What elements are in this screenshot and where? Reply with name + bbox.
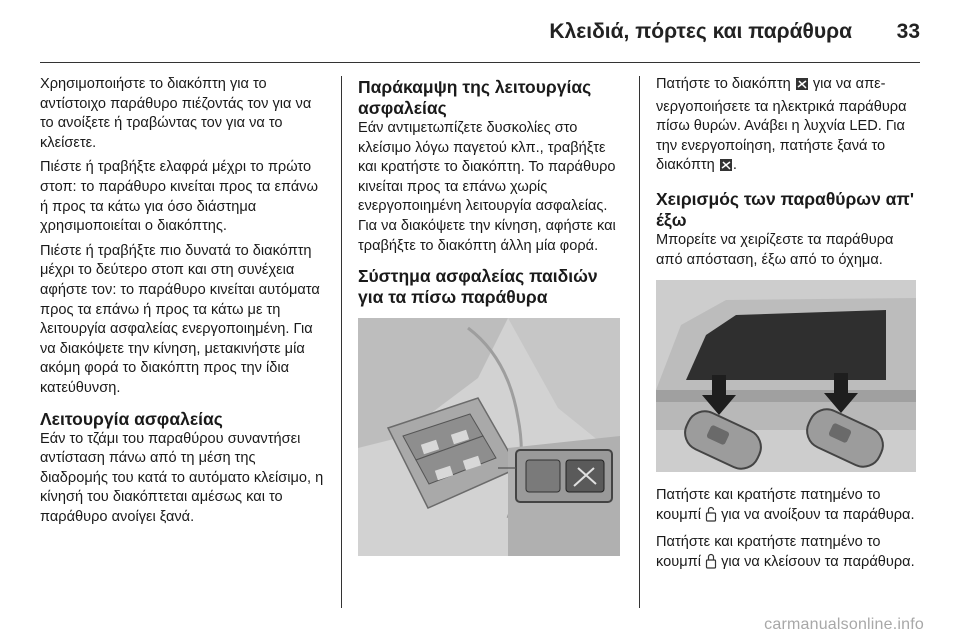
page-header	[0, 0, 960, 62]
heading-child-safety: Σύστημα ασφαλείας παιδιών για τα πίσω παράθυρα	[358, 266, 598, 308]
unlock-icon	[705, 506, 717, 529]
car-and-keys-drawing	[656, 280, 916, 472]
child-lock-window-icon	[719, 158, 733, 179]
paragraph-second-stop: Πιέστε ή τραβήξτε πιο δυνατά το διακόπτη μέχρι το δεύτερο στοπ και στη συνέχεια αφήστε τον: το παράθυρο κινείται αυτόματα προς τα επάνω ή προς τα κάτω με τη λειτουργία ασφαλείας ενεργοποιημένη. Για να διακόψετε την κίνηση, μετακινήστε μία ακόμη φορά το διακόπτη προς την ίδια κατεύθυνση.	[40, 242, 320, 396]
column-3	[656, 75, 922, 581]
column-divider-2	[639, 76, 640, 608]
watermark: carmanualsonline.info	[764, 616, 924, 633]
heading-bypass-safety: Παράκαμψη της λειτουργίας ασφαλείας	[358, 77, 592, 118]
heading-remote-window-operation: Χειρισμός των παραθύρων απ' έξω	[656, 188, 914, 230]
page-number: 33	[896, 20, 920, 43]
lock-icon	[705, 553, 717, 576]
column-divider-1	[341, 76, 342, 608]
paragraph-bypass-safety: Εάν αντιμετωπίζετε δυσκολίες στο κλείσιμο λόγω παγετού κλπ., τραβήξτε και κρατήστε το διακόπτη. Το παράθυρο κινείται προς τα επάνω χωρίς ενεργοποιημένη λειτουργία ασφαλείας. Για να διακόψετε την κίνηση, αφήστε και τραβήξτε το διακόπτη άλλη μία φορά.	[358, 120, 616, 254]
paragraph-child-lock-switch: Πατήστε το διακόπτη για να απενεργοποιήσετε τα ηλεκτρικά παράθυρα πίσω θυρών. Ανάβει η λυχνία LED. Για την ενεργοποίηση, πατήστε ξανά το διακόπτη .	[656, 75, 922, 179]
paragraph-first-stop: Πιέστε ή τραβήξτε ελαφρά μέχρι το πρώτο στοπ: το παράθυρο κινείται προς τα επάνω ή προς τα κάτω για όσο διάστημα χρησιμοποιείται ο διακόπτης.	[40, 159, 318, 235]
paragraph-unlock-button: Πατήστε και κρατήστε πατημένο το κουμπί για να ανοίξουν τα παράθυρα.	[656, 486, 922, 528]
paragraph-lock-button: Πατήστε και κρατήστε πατημένο το κουμπί για να κλείσουν τα παράθυρα.	[656, 533, 922, 575]
remote-key-illustration	[656, 280, 916, 472]
column-1	[40, 75, 326, 532]
paragraph-safety-function: Εάν το τζάμι του παραθύρου συναντήσει αντίσταση πάνω από τη μέση της διαδρομής του κατά το αυτόματο κλείσιμο, η κίνησή του διακόπτεται αμέσως και το παράθυρο ανοίγει ξανά.	[40, 430, 324, 525]
page-title: Κλειδιά, πόρτες και παράθυρα	[549, 20, 852, 43]
paragraph-switch-usage: Χρησιμοποιήστε το διακόπτη για το αντίστοιχο παράθυρο πιέζοντάς τον για να το ανοίξετε ή τραβώντας τον για να το κλείσετε.	[40, 76, 312, 151]
paragraph-remote-operation: Μπορείτε να χειρίζεστε τα παράθυρα από απόσταση, έξω από το όχημα.	[656, 231, 894, 268]
door-panel-drawing	[358, 318, 620, 556]
column-2	[358, 75, 626, 570]
window-switch-illustration	[358, 318, 620, 556]
child-lock-window-icon	[795, 77, 809, 98]
header-rule	[40, 62, 920, 63]
heading-safety-function: Λειτουργία ασφαλείας	[40, 408, 223, 429]
